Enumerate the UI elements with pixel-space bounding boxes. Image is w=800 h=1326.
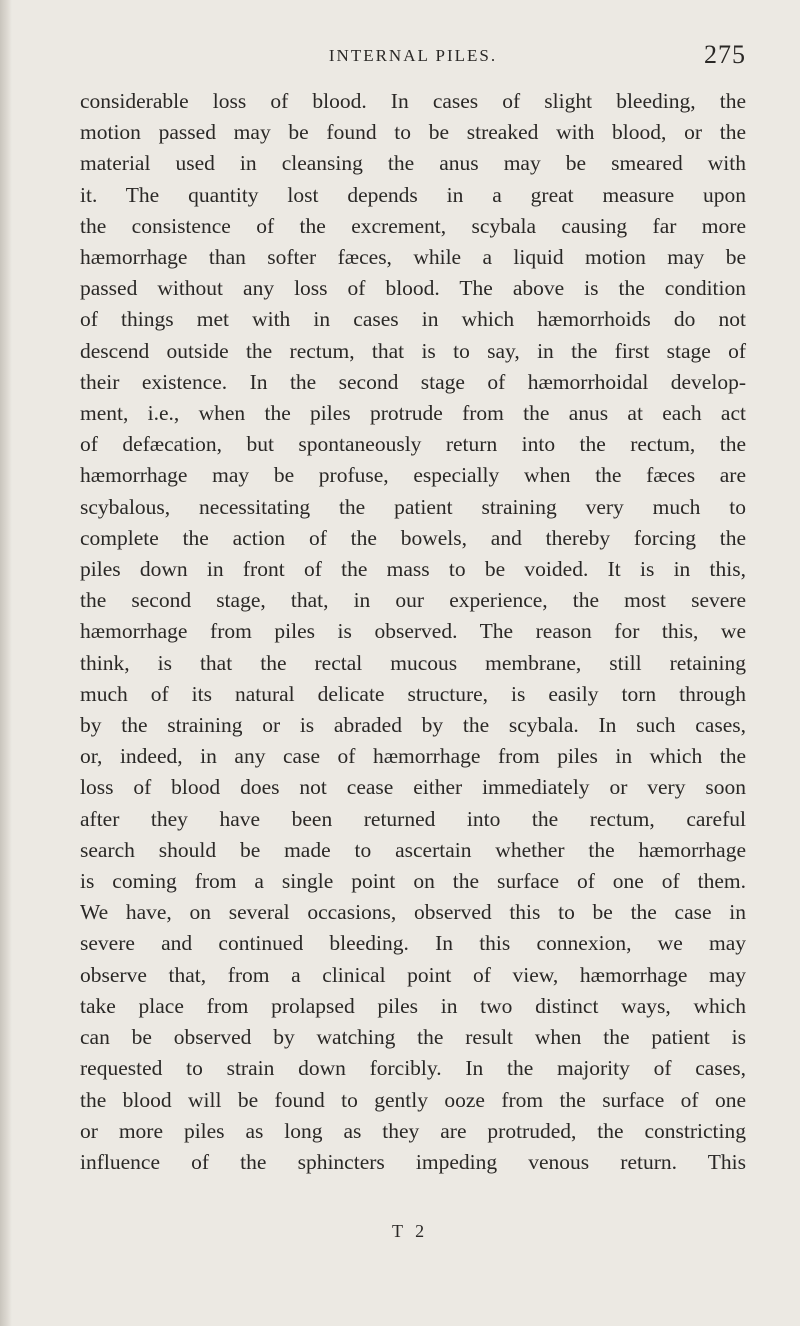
text-line: descend outside the rectum, that is to say, in the first stage of [80,338,746,363]
text-line: We have, on several occasions, observed this to be the case in [80,900,746,925]
text-line: hæmorrhage from piles is observed. The reason for this, we [80,619,746,644]
text-line: can be observed by watching the result when the patient is [80,1025,746,1050]
page-edge-shadow [0,0,12,1326]
text-line: take place from prolapsed piles in two distinct ways, which [80,993,746,1018]
text-line: loss of blood does not cease either immediately or very soon [80,775,746,800]
text-line: piles down in front of the mass to be voided. It is in this, [80,557,746,582]
text-line: ment, i.e., when the piles protrude from the anus at each act [80,401,746,426]
text-line: hæmorrhage may be profuse, especially when the fæces are [80,463,746,488]
text-line: material used in cleansing the anus may be smeared with [80,151,746,176]
text-line: hæmorrhage than softer fæces, while a liquid motion may be [80,245,746,270]
text-line: much of its natural delicate structure, is easily torn through [80,681,746,706]
text-line: think, is that the rectal mucous membrane, still retaining [80,650,746,675]
text-line: is coming from a single point on the surface of one of them. [80,869,746,894]
text-line: it. The quantity lost depends in a great measure upon [80,182,746,207]
text-line: their existence. In the second stage of hæmorrhoidal develop- [80,369,746,394]
text-line: the second stage, that, in our experience, the most severe [80,588,746,613]
text-line: of defæcation, but spontaneously return into the rectum, the [80,432,746,457]
text-line: severe and continued bleeding. In this connexion, we may [80,931,746,956]
page-number: 275 [704,40,746,69]
text-line: scybalous, necessitating the patient straining very much to [80,494,746,519]
text-line: by the straining or is abraded by the scybala. In such cases, [80,713,746,738]
text-line: or, indeed, in any case of hæmorrhage from piles in which the [80,744,746,769]
text-line: of things met with in cases in which hæmorrhoids do not [80,307,746,332]
text-line: search should be made to ascertain whether the hæmorrhage [80,837,746,862]
text-line: requested to strain down forcibly. In the majority of cases, [80,1056,746,1081]
text-line: complete the action of the bowels, and thereby forcing the [80,525,746,550]
text-line: after they have been returned into the rectum, careful [80,806,746,831]
running-title: INTERNAL PILES. [328,46,498,65]
text-line: or more piles as long as they are protruded, the constricting [80,1118,746,1143]
text-line: the consistence of the excrement, scybala causing far more [80,213,746,238]
book-page [80,40,746,1178]
text-line: considerable loss of blood. In cases of slight bleeding, the [80,89,746,113]
running-head [80,40,746,76]
text-line: influence of the sphincters impeding venous return. This [80,1149,746,1174]
signature-mark: T 2 [392,1221,429,1241]
text-line: passed without any loss of blood. The above is the condition [80,276,746,301]
text-line: motion passed may be found to be streaked with blood, or the [80,120,746,145]
text-line: observe that, from a clinical point of view, hæmorrhage may [80,962,746,987]
text-line: the blood will be found to gently ooze from the surface of one [80,1087,746,1112]
body-paragraph [80,86,746,1178]
